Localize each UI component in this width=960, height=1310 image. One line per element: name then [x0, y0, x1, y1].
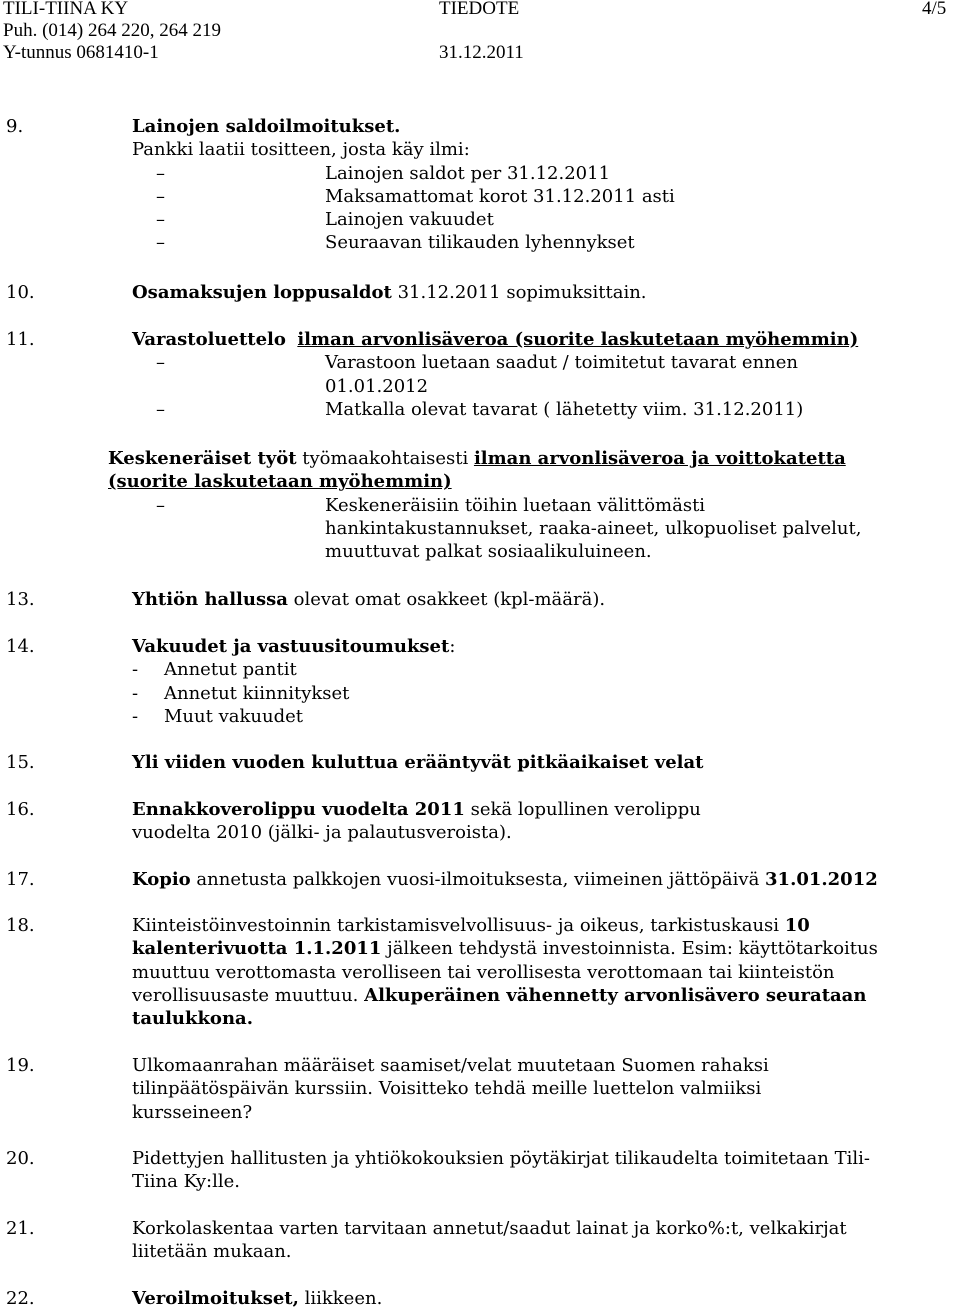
dash-bullet: –	[156, 494, 165, 516]
item-number: 9.	[6, 116, 24, 137]
item-underlined-note: ilman arvonlisäveroa ja voittokatetta	[473, 448, 846, 469]
document-type: TIEDOTE	[439, 0, 520, 19]
dash-bullet: –	[156, 162, 165, 184]
item-18: 18. Kiinteistöinvestoinnin tarkistamisvelvollisuus- ja oikeus, tarkistuskausi 10 kalenterivuotta 1.1.2011 jälkeen tehdystä investoinnista. Esim: käyttötarkoitus muuttuu verottomasta verolliseen tai verollisesta verottomaan tai kiinteistön verollisuusaste muuttuu. Alkuperäinen vähennetty arvonlisävero seurataan taulukkona.	[6, 915, 878, 1030]
item-title: Lainojen saldoilmoitukset.	[132, 116, 401, 137]
list-item: – Seuraavan tilikauden lyhennykset	[156, 232, 635, 254]
list-item: – Keskeneräisiin töihin luetaan välittömästi	[156, 494, 706, 516]
dash-bullet: –	[156, 398, 165, 420]
item-title: Varastoluettelo	[132, 329, 286, 350]
list-item: - Annetut kiinnitykset	[132, 682, 350, 704]
list-item-continuation: muuttuvat palkat sosiaalikuluineen.	[325, 541, 652, 563]
item-20: 20. Pidettyjen hallitusten ja yhtiökokouksien pöytäkirjat tilikaudelta toimitetaan Tili- Tiina Ky:lle.	[6, 1148, 870, 1193]
item-title: Ennakkoverolippu vuodelta 2011	[132, 799, 465, 820]
list-item: – Lainojen vakuudet	[156, 209, 494, 231]
dash-bullet: –	[156, 209, 165, 231]
item-title: Yli viiden vuoden kuluttua erääntyvät pitkäaikaiset velat	[132, 752, 704, 773]
item-text: työmaakohtaisesti	[296, 448, 474, 469]
item-number: 22.	[6, 1288, 35, 1309]
item-title: Veroilmoitukset,	[132, 1288, 299, 1309]
item-15	[0, 751, 940, 774]
item-number: 16.	[6, 799, 35, 820]
item-number: 20.	[6, 1148, 35, 1169]
document-date: 31.12.2011	[439, 42, 524, 63]
item-title: Kopio	[132, 869, 191, 890]
business-id: Y-tunnus 0681410-1	[3, 42, 159, 63]
item-underlined-note: ilman arvonlisäveroa (suorite laskutetaan myöhemmin)	[297, 329, 859, 350]
list-item: – Matkalla olevat tavarat ( lähetetty viim. 31.12.2011)	[156, 398, 804, 420]
item-number: 10.	[6, 282, 35, 303]
item-title: Keskeneräiset työt	[108, 448, 297, 469]
item-number: 17.	[6, 869, 35, 890]
item-number: 14.	[6, 636, 35, 657]
item-title: Osamaksujen loppusaldot	[132, 282, 392, 303]
dash-bullet: –	[156, 352, 165, 374]
item-wip	[0, 447, 940, 563]
item-number: 19.	[6, 1055, 35, 1076]
item-11	[0, 328, 940, 421]
dash-bullet: –	[156, 185, 165, 207]
item-text: annetusta palkkojen vuosi-ilmoituksesta, viimeinen jättöpäivä	[190, 869, 766, 890]
item-underlined-note: (suorite laskutetaan myöhemmin)	[108, 471, 452, 493]
item-text: olevat omat osakkeet (kpl-määrä).	[287, 589, 606, 610]
item-19: 19. Ulkomaanrahan määräiset saamiset/velat muutetaan Suomen rahaksi tilinpäätöspäivän kurssiin. Voisitteko tehdä meille luettelon valmiiksi kursseineen?	[6, 1055, 769, 1123]
hyphen-bullet: -	[132, 705, 139, 727]
hyphen-bullet: -	[132, 659, 139, 681]
item-13	[0, 588, 940, 611]
company-phone: Puh. (014) 264 220, 264 219	[3, 20, 221, 41]
hyphen-bullet: -	[132, 682, 139, 704]
item-9	[0, 115, 940, 255]
deadline-date: 31.01.2012	[765, 869, 878, 890]
item-16	[0, 798, 940, 845]
dash-bullet: –	[156, 232, 165, 254]
item-number: 21.	[6, 1218, 35, 1239]
item-17	[0, 868, 940, 891]
item-text: liikkeen.	[298, 1288, 383, 1309]
item-text-line: vuodelta 2010 (jälki- ja palautusveroista).	[132, 822, 512, 844]
company-name: TILI-TIINA KY	[3, 0, 129, 19]
item-title: Yhtiön hallussa	[132, 589, 288, 610]
item-22	[0, 1287, 940, 1310]
item-number: 18.	[6, 915, 35, 936]
page-number: 4/5	[922, 0, 947, 19]
list-item-continuation: 01.01.2012	[325, 375, 429, 397]
item-14: 14. Vakuudet ja vastuusitoumukset: - Annetut pantit - Annetut kiinnitykset - Muut vakuudet	[0, 635, 940, 728]
item-number: 13.	[6, 589, 35, 610]
list-item: – Varastoon luetaan saadut / toimitetut tavarat ennen	[156, 352, 799, 374]
item-number: 15.	[6, 752, 35, 773]
list-item: – Lainojen saldot per 31.12.2011	[156, 162, 611, 184]
item-number: 11.	[6, 329, 35, 350]
list-item: – Maksamattomat korot 31.12.2011 asti	[156, 185, 675, 207]
item-text: 31.12.2011 sopimuksittain.	[391, 282, 647, 303]
list-item-continuation: hankintakustannukset, raaka-aineet, ulkopuoliset palvelut,	[325, 517, 862, 539]
list-item: - Muut vakuudet	[132, 705, 303, 727]
list-item: - Annetut pantit	[132, 659, 297, 681]
item-text: sekä lopullinen verolippu	[464, 799, 701, 820]
item-intro: Pankki laatii tositteen, josta käy ilmi:	[132, 139, 470, 161]
item-21: 21. Korkolaskentaa varten tarvitaan annetut/saadut lainat ja korko%:t, velkakirjat liitetään mukaan.	[6, 1218, 847, 1263]
item-title: Vakuudet ja vastuusitoumukset	[132, 636, 450, 657]
item-10	[0, 281, 940, 304]
